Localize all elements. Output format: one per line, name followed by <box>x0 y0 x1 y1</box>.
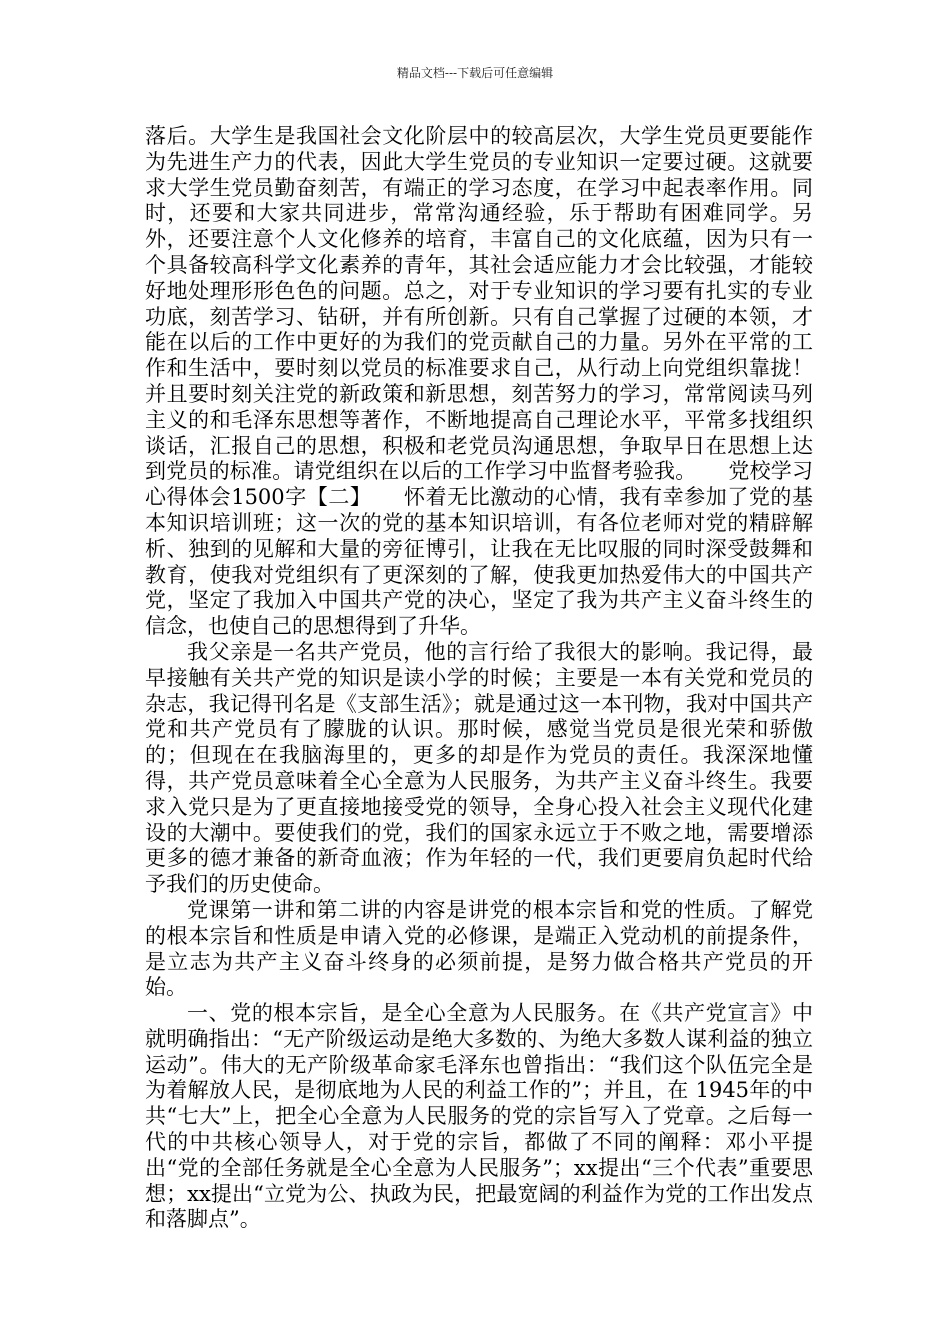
document-body <box>145 124 813 1233</box>
paragraph-4: 一、党的根本宗旨，是全心全意为人民服务。在《共产党宣言》中就明确指出：“无产阶级运动是绝大多数的、为绝大多数人谋利益的独立运动”。伟大的无产阶级革命家毛泽东也曾指出：“我们这个队伍完全是为着解放人民，是彻底地为人民的利益工作的”；并且，在 1945年的中共“七大”上，把全心全意为人民服务的党的宗旨写入了党章。之后每一代的中共核心领导人，对于党的宗旨，都做了不同的阐释：邓小平提出“党的全部任务就是全心全意为人民服务”；xx提出“三个代表”重要思想；xx提出“立党为公、执政为民，把最宽阔的利益作为党的工作出发点和落脚点”。 <box>145 1001 813 1232</box>
page-header: 精品文档---下载后可任意编辑 <box>396 66 554 80</box>
paragraph-2: 我父亲是一名共产党员，他的言行给了我很大的影响。我记得，最早接触有关共产党的知识是读小学的时候；主要是一本有关党和党员的杂志，我记得刊名是《支部生活》；就是通过这一本刊物，我对中国共产党和共产党员有了朦胧的认识。那时候，感觉当党员是很光荣和骄傲的；但现在在我脑海里的，更多的却是作为党员的责任。我深深地懂得，共产党员意味着全心全意为人民服务，为共产主义奋斗终生。我要求入党只是为了更直接地接受党的领导，全身心投入社会主义现代化建设的大潮中。要使我们的党，我们的国家永远立于不败之地，需要增添更多的德才兼备的新奇血液；作为年轻的一代，我们更要肩负起时代给予我们的历史使命。 <box>145 639 813 897</box>
paragraph-1: 落后。大学生是我国社会文化阶层中的较高层次，大学生党员更要能作为先进生产力的代表，因此大学生党员的专业知识一定要过硬。这就要求大学生党员勤奋刻苦，有端正的学习态度，在学习中起表率作用。同时，还要和大家共同进步，常常沟通经验，乐于帮助有困难同学。另外，还要注意个人文化修养的培育，丰富自己的文化底蕴，因为只有一个具备较高科学文化素养的青年，其社会适应能力才会比较强，才能较好地处理形形色色的问题。总之，对于专业知识的学习要有扎实的专业功底，刻苦学习、钻研，并有所创新。只有自己掌握了过硬的本领，才能在以后的工作中更好的为我们的党贡献自己的力量。另外在平常的工作和生活中，要时刻以党员的标准要求自己，从行动上向党组织靠拢！并且要时刻关注党的新政策和新思想，刻苦努力的学习，常常阅读马列主义的和毛泽东思想等著作，不断地提高自己理论水平，平常多找组织谈话，汇报自己的思想，积极和老党员沟通思想，争取早日在思想上达到党员的标准。请党组织在以后的工作学习中监督考验我。 党校学习心得体会1500字【二】 怀着无比激动的心情，我有幸参加了党的基本知识培训班；这一次的党的基本知识培训，有各位老师对党的精辟解析、独到的见解和大量的旁征博引，让我在无比叹服的同时深受鼓舞和教育，使我对党组织有了更深刻的了解，使我更加热爱伟大的中国共产党，坚定了我加入中国共产党的决心，坚定了我为共产主义奋斗终生的信念，也使自己的思想得到了升华。 <box>145 124 813 639</box>
paragraph-3: 党课第一讲和第二讲的内容是讲党的根本宗旨和党的性质。了解党的根本宗旨和性质是申请入党的必修课，是端正入党动机的前提条件，是立志为共产主义奋斗终身的必须前提，是努力做合格共产党员的开始。 <box>145 897 813 1000</box>
